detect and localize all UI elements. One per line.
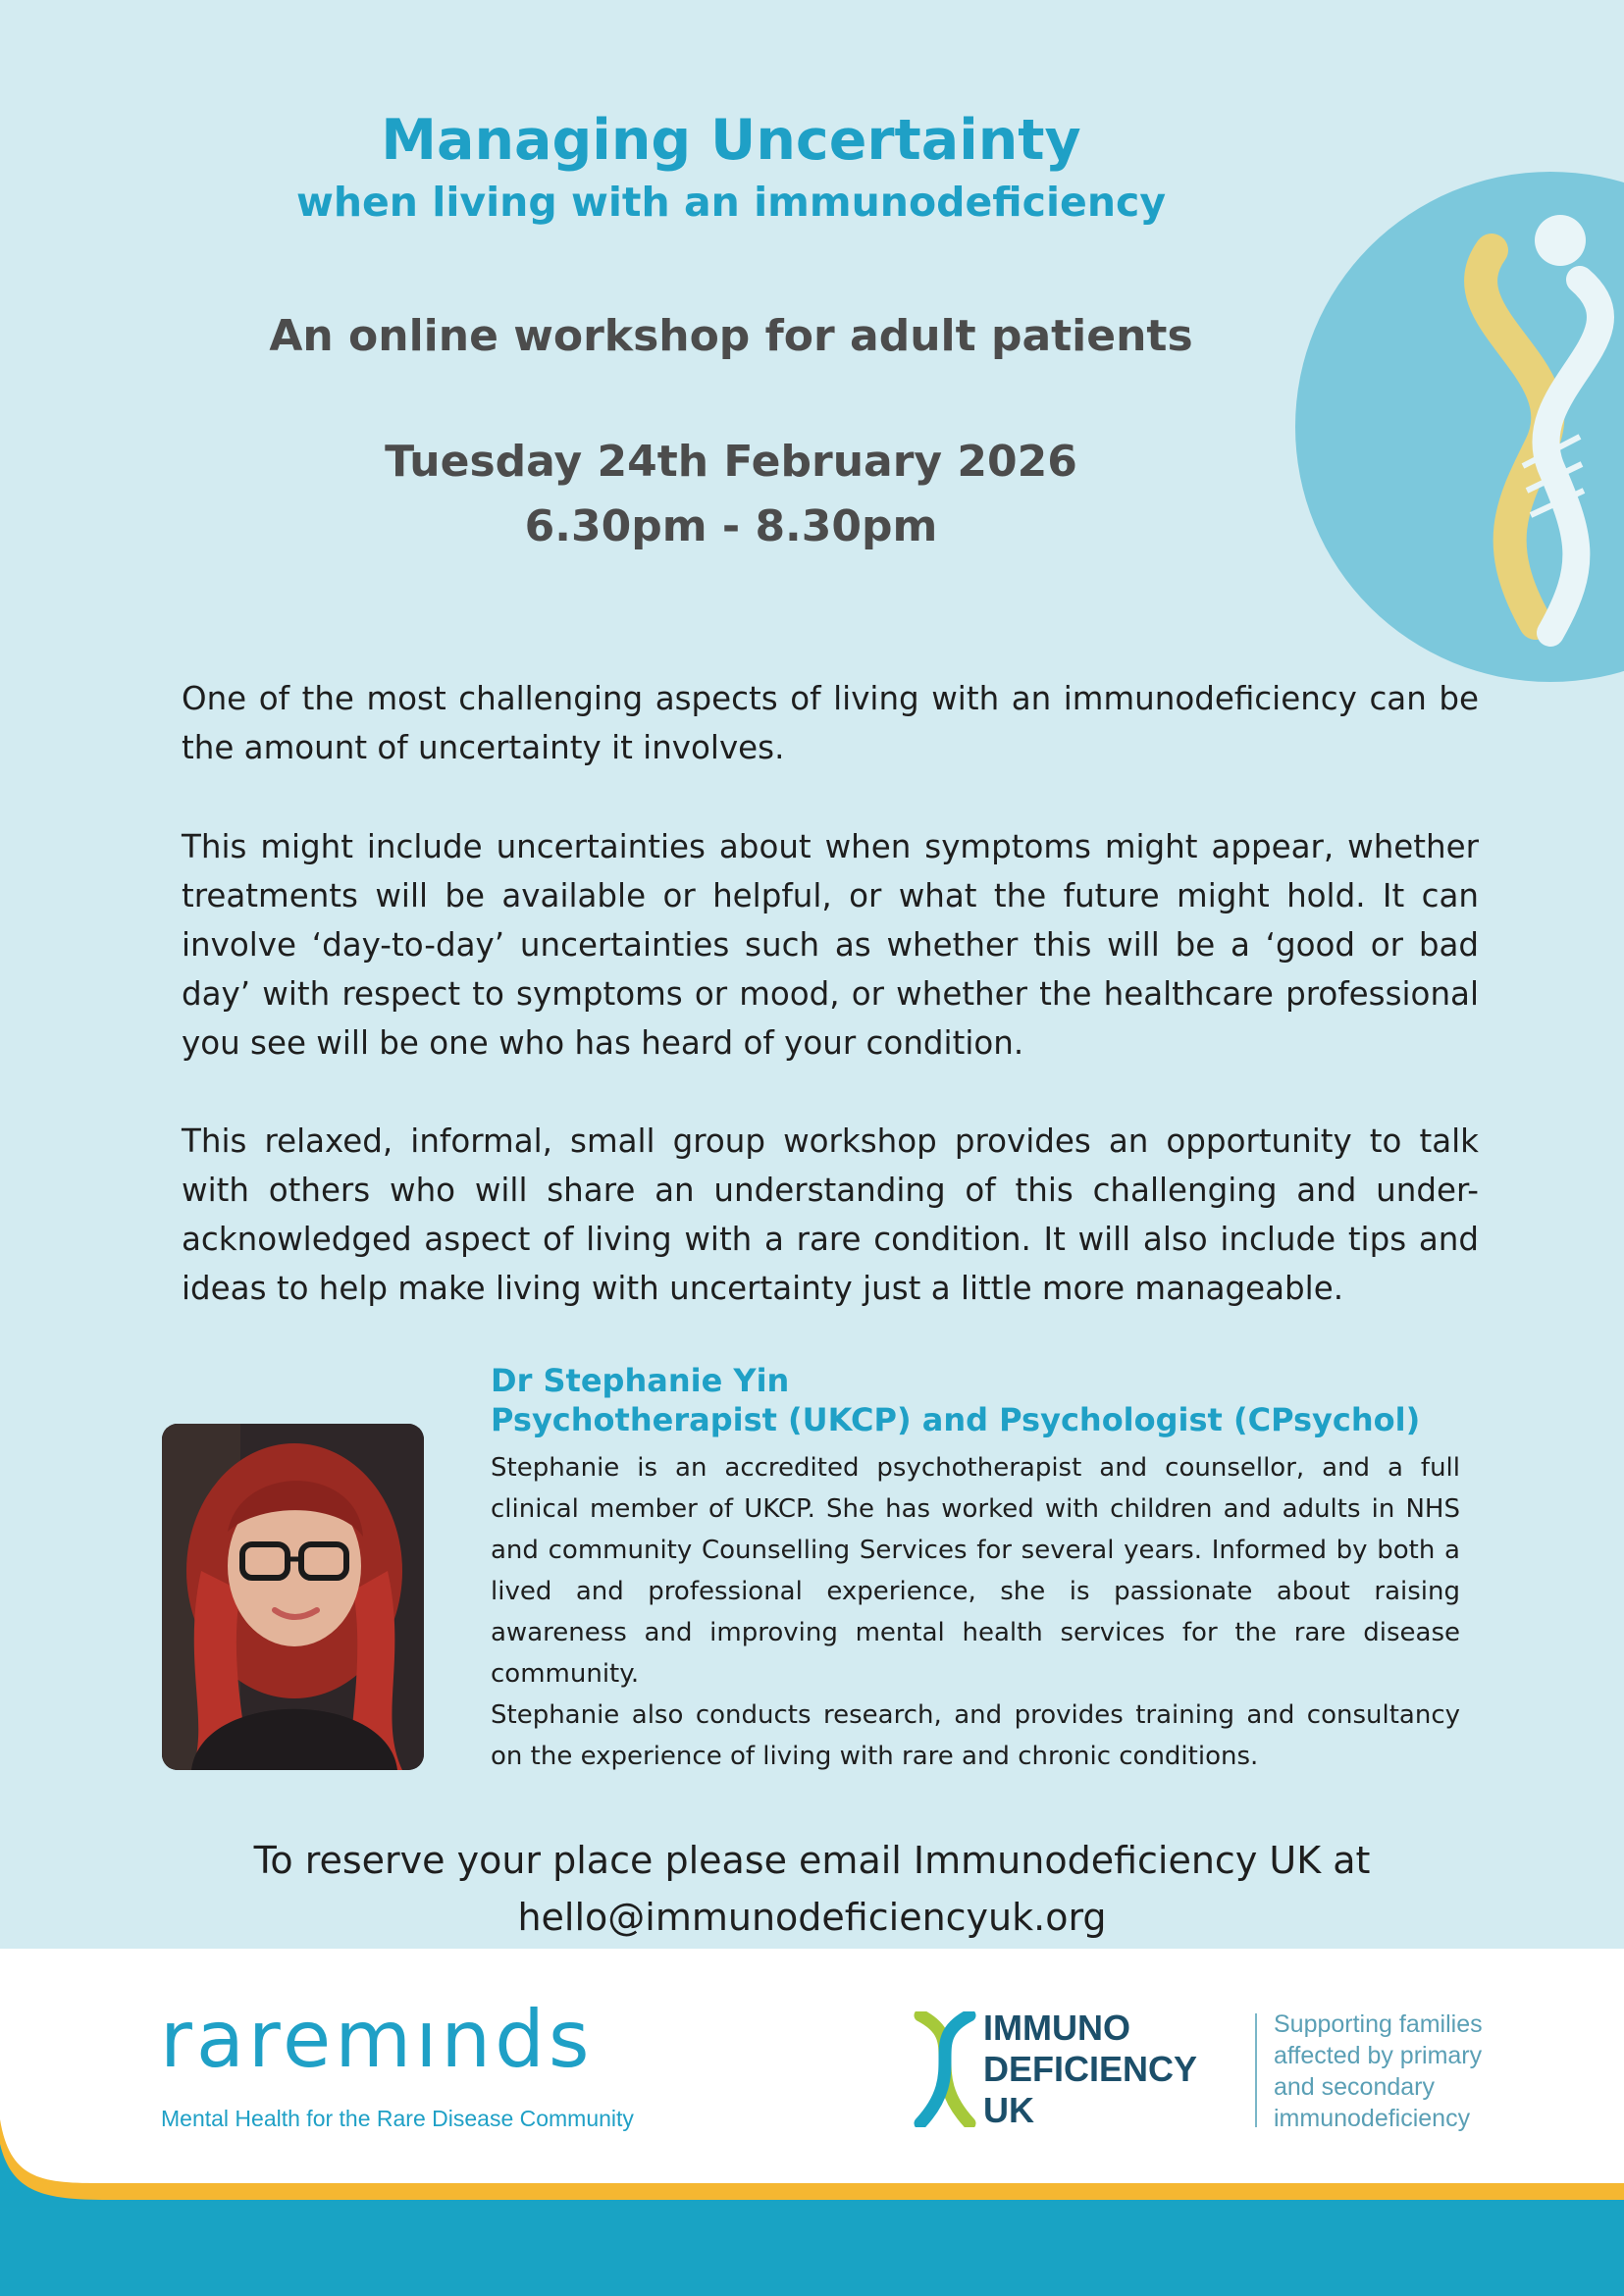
speaker-photo	[162, 1424, 424, 1770]
support-line: Supporting families	[1274, 2010, 1483, 2038]
dna-figure-graphic	[1295, 172, 1624, 682]
event-date: Tuesday 24th February 2026	[385, 437, 1077, 487]
logo-divider	[1255, 2013, 1257, 2127]
page-subtitle: when living with an immunodeficiency	[295, 179, 1167, 226]
rareminds-tagline: Mental Health for the Rare Disease Community	[161, 2106, 634, 2131]
reservation-info	[0, 1832, 1624, 1946]
support-line: immunodeficiency	[1274, 2105, 1471, 2132]
workshop-description-paragraph: This relaxed, informal, small group workshop provides an opportunity to talk with others who will share an understanding of this challenging and under-acknowledged aspect of living with a rare condition. It will also include tips and ideas to help make living with uncertainty just a little more manageable.	[182, 1122, 1479, 1307]
speaker-name: Dr Stephanie Yin	[491, 1362, 790, 1399]
speaker-research-paragraph: Stephanie also conducts research, and provides training and consultancy on the experience of living with rare and chronic conditions.	[491, 1700, 1460, 1771]
iuk-line: DEFICIENCY	[983, 2049, 1198, 2089]
speaker-role: Psychotherapist (UKCP) and Psychologist (CPsychol)	[491, 1401, 1421, 1438]
support-line: and secondary	[1274, 2073, 1436, 2101]
intro-paragraph: One of the most challenging aspects of living with an immunodeficiency can be the amount of uncertainty it involves.	[182, 680, 1479, 766]
uncertainty-paragraph: This might include uncertainties about when symptoms might appear, whether treatments will be available or helpful, or what the future might hold. It can involve ‘day-to-day’ uncertainties such as whether this will be a ‘good or bad day’ with respect to symptoms or mood, or whether the healthcare professional you see will be one who has heard of your condition.	[182, 828, 1479, 1062]
iuk-support-text	[1274, 2009, 1483, 2134]
page-title: Managing Uncertainty	[381, 108, 1081, 173]
immunodeficiency-uk-dna-icon	[911, 2011, 979, 2127]
workshop-heading: An online workshop for adult patients	[269, 311, 1193, 361]
reservation-text: To reserve your place please email Immunodeficiency UK at	[253, 1839, 1371, 1882]
support-line: affected by primary	[1274, 2042, 1483, 2069]
event-time: 6.30pm - 8.30pm	[524, 501, 938, 551]
immunodeficiency-uk-logo-text	[983, 2008, 1197, 2131]
iuk-line: UK	[983, 2090, 1034, 2130]
iuk-line: IMMUNO	[983, 2008, 1130, 2048]
dna-figure-icon	[1295, 172, 1624, 682]
reservation-email[interactable]: hello@immunodeficiencyuk.org	[517, 1896, 1107, 1939]
rareminds-logo-text: raremınds	[160, 1994, 594, 2085]
speaker-bio-paragraph: Stephanie is an accredited psychotherapist and counsellor, and a full clinical member of UKCP. She has worked with children and adults in NHS and community Counselling Services for several years. Informed by both a lived and professional experience, she is passionate about raising awareness and improving mental health services for the rare disease community.	[491, 1453, 1460, 1689]
